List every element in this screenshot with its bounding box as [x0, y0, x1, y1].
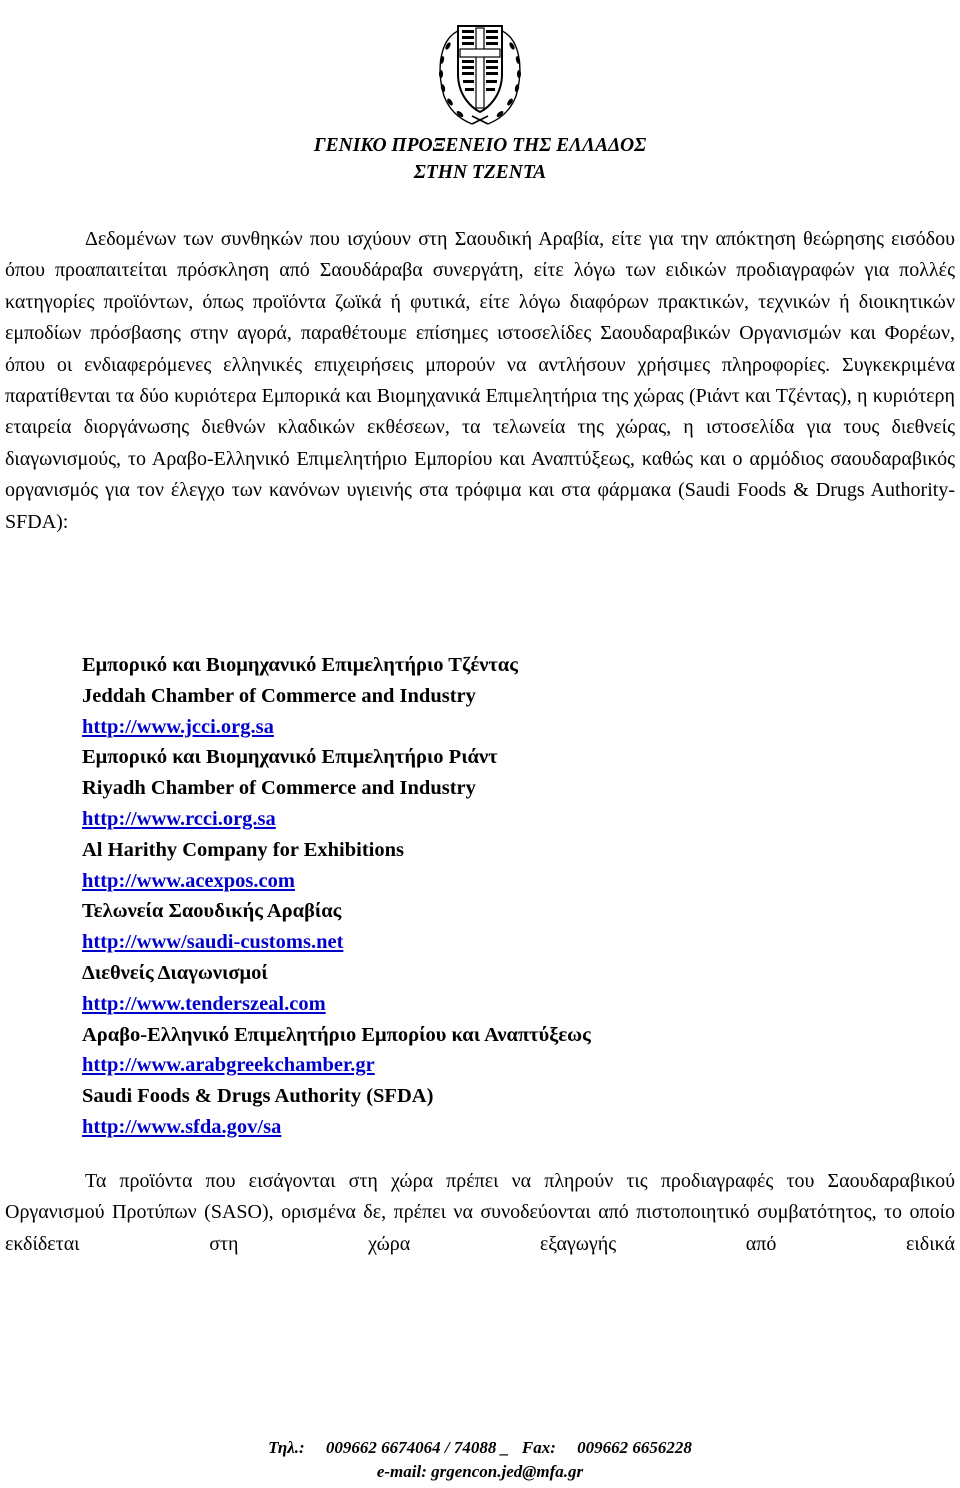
org-website-link[interactable]: http://www.jcci.org.sa	[82, 715, 274, 738]
document-header	[0, 132, 960, 186]
org-name: Saudi Foods & Drugs Authority (SFDA)	[82, 1085, 434, 1108]
footer-email: e-mail: grgencon.jed@mfa.gr	[376, 1462, 584, 1481]
intro-paragraph-text: Δεδομένων των συνθηκών που ισχύουν στη Σαουδική Αραβία, είτε για την απόκτηση θεώρησης εισόδου όπου προαπαιτείται πρόσκληση από Σαουδάραβα συνεργάτη, είτε λόγω των ειδικών προδιαγραφών για πολλές κατηγορίες προϊόντων, όπως προϊόντα ζωϊκά ή φυτικά, είτε λόγω διαφόρων πρακτικών, τεχνικών ή διοικητικών εμποδίων πρόσβασης στην αγορά, παραθέτουμε επίσημες ιστοσελίδες Σαουδαραβικών Οργανισμών και Φορέων, όπου οι ενδιαφερόμενες ελληνικές επιχειρήσεις μπορούν να αντλήσουν χρήσιμες πληροφορίες. Συγκεκριμένα παρατίθενται τα δύο κυριότερα Εμπορικά και Βιομηχανικά Επιμελητήρια της χώρας (Ριάντ και Τζέντας), η κυριότερη εταιρεία διοργάνωσης διεθνών κλαδικών εκθέσεων, τα τελωνεία της χώρας, η ιστοσελίδα για τους διεθνείς διαγωνισμούς, το Αραβο-Ελληνικό Επιμελητήριο Εμπορίου και Αναπτύξεως, καθώς και ο αρμόδιος σαουδαραβικός οργανισμός για τον έλεγχο των κανόνων υγιεινής στα τρόφιμα και στα φάρμακα (Saudi Foods & Drugs Authority-SFDA):	[5, 228, 955, 533]
org-website-link[interactable]: http://www.sfda.gov/sa	[82, 1115, 282, 1138]
org-website-link[interactable]: http://www/saudi-customs.net	[82, 931, 344, 954]
org-website-link[interactable]: http://www.arabgreekchamber.gr	[82, 1054, 375, 1077]
header-consulate-title: ΓΕΝΙΚΟ ΠΡΟΞΕΝΕΙΟ ΤΗΣ ΕΛΛΑΔΟΣ	[313, 135, 647, 156]
org-name: Jeddah Chamber of Commerce and Industry	[82, 684, 476, 707]
document-footer	[0, 1436, 960, 1484]
greek-coat-of-arms-icon	[432, 8, 528, 130]
closing-paragraph	[5, 1166, 955, 1260]
header-city: ΣΤΗΝ ΤΖΕΝΤΑ	[413, 162, 547, 183]
org-name: Τελωνεία Σαουδικής Αραβίας	[82, 900, 342, 923]
org-name: Εμπορικό και Βιομηχανικό Επιμελητήριο Τζέντας	[82, 654, 518, 676]
org-name: Εμπορικό και Βιομηχανικό Επιμελητήριο Ριάντ	[82, 746, 498, 769]
intro-paragraph	[5, 224, 955, 538]
org-name: Διεθνείς Διαγωνισμοί	[82, 961, 268, 984]
closing-paragraph-text: Τα προϊόντα που εισάγονται στη χώρα πρέπει να πληρούν τις προδιαγραφές του Σαουδαραβικού Οργανισμού Προτύπων (SASO), ορισμένα δε, πρέπει να συνοδεύονται από πιστοποιητικό συμβατότητος, το οποίο εκδίδεται στη χώρα εξαγωγής από ειδικά	[5, 1170, 955, 1255]
org-name: Riyadh Chamber of Commerce and Industry	[82, 777, 476, 800]
org-name: Αραβο-Ελληνικό Επιμελητήριο Εμπορίου και Αναπτύξεως	[82, 1023, 591, 1046]
org-website-link[interactable]: http://www.acexpos.com	[82, 869, 295, 892]
org-website-link[interactable]: http://www.tenderszeal.com	[82, 992, 326, 1015]
org-name: Al Harithy Company for Exhibitions	[82, 838, 404, 861]
organizations-list	[82, 650, 942, 1143]
footer-contact: Τηλ.: 009662 6674064 / 74088 _ Fax: 009662 6656228	[268, 1438, 692, 1457]
org-website-link[interactable]: http://www.rcci.org.sa	[82, 807, 276, 830]
